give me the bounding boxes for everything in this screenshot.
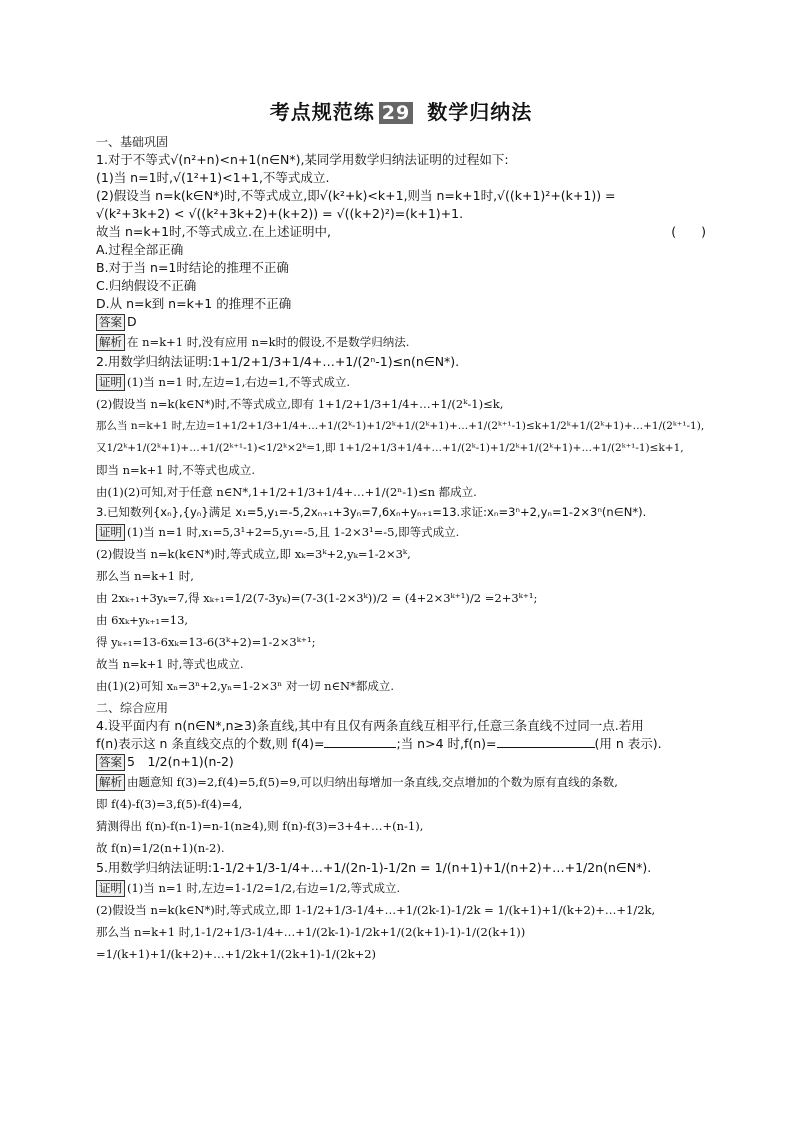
proof-tag: 证明 [96,524,125,541]
q4-analysis-line: 即 f(4)-f(3)=3,f(5)-f(4)=4, [96,797,243,811]
page-title [96,96,706,125]
q2-proof-line: 那么当 n=k+1 时,左边=1+1/2+1/3+1/4+…+1/(2ᵏ-1)+1/2ᵏ+1/(2ᵏ+1)+…+1/(2ᵏ⁺¹-1)≤k+1/2ᵏ+1/(2ᵏ+1)+…+1/(2ᵏ⁺¹-1), [96,420,705,432]
answer-tag: 答案 [96,314,125,331]
q4-stem-a: 4.设平面内有 n(n∈N*,n≥3)条直线,其中有且仅有两条直线互相平行,任意三条直线不过同一点.若用 [96,718,644,733]
q4-answer: 5 1/2(n+1)(n-2) [127,754,234,769]
analysis-tag: 解析 [96,774,125,791]
q1-option-d: D.从 n=k到 n=k+1 的推理不正确 [96,296,292,311]
q2-proof-line: 由(1)(2)可知,对于任意 n∈N*,1+1/2+1/3+1/4+…+1/(2ⁿ-1)≤n 都成立. [96,485,477,499]
q4-analysis-row [96,771,706,793]
q1-answer: D [127,314,137,329]
q5-stem: 5.用数学归纳法证明:1-1/2+1/3-1/4+…+1/(2n-1)-1/2n = 1/(n+1)+1/(n+2)+…+1/2n(n∈N*). [96,860,652,875]
q4-answer-row [96,753,706,771]
q4-analysis-line: 由题意知 f(3)=2,f(4)=5,f(5)=9,可以归纳出每增加一条直线,交点增加的个数为原有直线的条数, [127,775,618,789]
q1-option-c: C.归纳假设不正确 [96,278,197,293]
q1-step2a: (2)假设当 n=k(k∈N*)时,不等式成立,即√(k²+k)<k+1,则当 n=k+1时,√((k+1)²+(k+1)) = [96,188,616,203]
q1-step1: (1)当 n=1时,√(1²+1)<1+1,不等式成立. [96,170,330,185]
q3-stem: 3.已知数列{xₙ},{yₙ}满足 x₁=5,y₁=-5,2xₙ₊₁+3yₙ=7,6xₙ+yₙ₊₁=13.求证:xₙ=3ⁿ+2,yₙ=1-2×3ⁿ(n∈N*). [96,505,647,519]
q1-analysis: 在 n=k+1 时,没有应用 n=k时的假设,不是数学归纳法. [127,335,410,349]
worksheet-page [96,96,706,965]
q3-proof-line: 由(1)(2)可知 xₙ=3ⁿ+2,yₙ=1-2×3ⁿ 对一切 n∈N*都成立. [96,679,394,693]
q3-proof-line: 那么当 n=k+1 时, [96,569,194,583]
q3-proof-line: 由 2xₖ₊₁+3yₖ=7,得 xₖ₊₁=1/2(7-3yₖ)=(7-3(1-2×3ᵏ))/2 = (4+2×3ᵏ⁺¹)/2 =2+3ᵏ⁺¹; [96,591,538,605]
q3-proof-line: (1)当 n=1 时,x₁=5,3¹+2=5,y₁=-5,且 1-2×3¹=-5,即等式成立. [127,525,460,539]
q4-analysis-line: 故 f(n)=1/2(n+1)(n-2). [96,841,225,855]
q1-option-b: B.对于当 n=1时结论的推理不正确 [96,260,289,275]
q4-stem-b1: f(n)表示这 n 条直线交点的个数,则 f(4)= [96,736,325,751]
q3-proof-line: 由 6xₖ+yₖ₊₁=13, [96,613,189,627]
section-comprehensive: 二、综合应用 [96,701,169,715]
q1-option-a: A.过程全部正确 [96,242,184,257]
proof-tag: 证明 [96,374,125,391]
q5-proof-line: (1)当 n=1 时,左边=1-1/2=1/2,右边=1/2,等式成立. [127,881,401,895]
q3-proof-line: (2)假设当 n=k(k∈N*)时,等式成立,即 xₖ=3ᵏ+2,yₖ=1-2×3ᵏ, [96,547,411,561]
q1-answer-row [96,313,706,331]
q1-stem: 1.对于不等式√(n²+n)<n+1(n∈N*),某同学用数学归纳法证明的过程如下: [96,152,509,167]
q4-stem-b3: (用 n 表示). [594,736,662,751]
q2-proof-line: (2)假设当 n=k(k∈N*)时,不等式成立,即有 1+1/2+1/3+1/4+…+1/(2ᵏ-1)≤k, [96,397,504,411]
q2-proof-line: 又1/2ᵏ+1/(2ᵏ+1)+…+1/(2ᵏ⁺¹-1)<1/2ᵏ×2ᵏ=1,即 1+1/2+1/3+1/4+…+1/(2ᵏ-1)+1/2ᵏ+1/(2ᵏ+1)+…+1/(2ᵏ⁺¹-1)≤k+1, [96,442,684,454]
q4-stem-b [96,735,706,753]
q3-proof-line: 故当 n=k+1 时,等式也成立. [96,657,244,671]
q4-blank-2[interactable] [497,735,595,748]
q5-proof-row [96,877,706,899]
q1-step2b: √(k²+3k+2) < √((k²+3k+2)+(k+2)) = √((k+2)²)=(k+1)+1. [96,206,464,221]
analysis-tag: 解析 [96,334,125,351]
q1-step2c: 故当 n=k+1时,不等式成立.在上述证明中, [96,224,331,239]
title-number-badge: 29 [379,102,413,124]
q2-proof-row [96,371,706,393]
q4-analysis-line: 猜测得出 f(n)-f(n-1)=n-1(n≥4),则 f(n)-f(3)=3+4+…+(n-1), [96,819,424,833]
q4-stem-b2: ;当 n>4 时,f(n)= [396,736,497,751]
proof-tag: 证明 [96,880,125,897]
q5-proof-line: (2)假设当 n=k(k∈N*)时,等式成立,即 1-1/2+1/3-1/4+…+1/(2k-1)-1/2k = 1/(k+1)+1/(k+2)+…+1/2k, [96,903,656,917]
q2-stem: 2.用数学归纳法证明:1+1/2+1/3+1/4+…+1/(2ⁿ-1)≤n(n∈N*). [96,354,460,369]
q5-proof-line: =1/(k+1)+1/(k+2)+…+1/2k+1/(2k+1)-1/(2k+2) [96,947,377,961]
q2-proof-line: (1)当 n=1 时,左边=1,右边=1,不等式成立. [127,375,350,389]
q5-proof-line: 那么当 n=k+1 时,1-1/2+1/3-1/4+…+1/(2k-1)-1/2k+1/(2(k+1)-1)-1/(2(k+1)) [96,925,526,939]
title-topic: 数学归纳法 [427,100,533,124]
section-basic: 一、基础巩固 [96,135,169,149]
q4-blank-1[interactable] [324,735,396,748]
q1-analysis-row [96,331,706,353]
q2-proof-line: 即当 n=k+1 时,不等式也成立. [96,463,256,477]
answer-tag: 答案 [96,754,125,771]
q1-step2c-row [96,223,706,241]
q1-answer-paren: ( ) [671,224,706,239]
q3-proof-row [96,521,706,543]
q3-proof-line: 得 yₖ₊₁=13-6xₖ=13-6(3ᵏ+2)=1-2×3ᵏ⁺¹; [96,635,316,649]
title-text: 考点规范练 [269,100,375,124]
